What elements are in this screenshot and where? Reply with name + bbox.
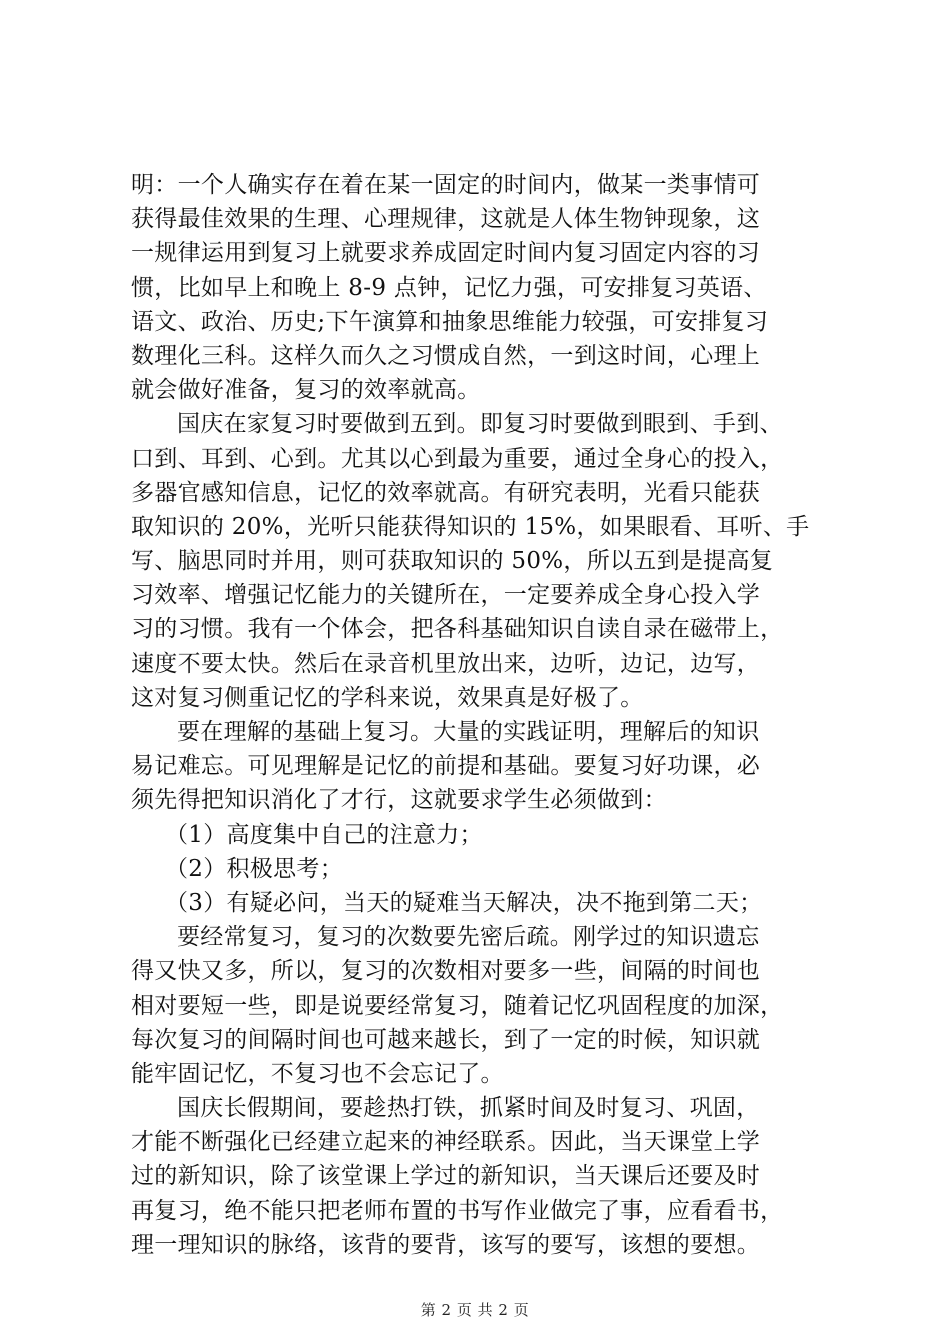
text-line: 一规律运用到复习上就要求养成固定时间内复习固定内容的习 bbox=[131, 240, 761, 267]
text-line: 写、脑思同时并用，则可获取知识的 50%，所以五到是提高复 bbox=[131, 548, 774, 575]
text-line: 取知识的 20%，光听只能获得知识的 15%，如果眼看、耳听、手 bbox=[131, 513, 810, 540]
text-line: 获得最佳效果的生理、心理规律，这就是人体生物钟现象，这 bbox=[131, 206, 761, 233]
text-line: 要经常复习，复习的次数要先密后疏。刚学过的知识遗忘 bbox=[177, 924, 760, 951]
text-line: 惯，比如早上和晚上 8-9 点钟，记忆力强，可安排复习英语、 bbox=[131, 274, 767, 301]
text-line: 理一理知识的脉络，该背的要背，该写的要写，该想的要想。 bbox=[131, 1231, 761, 1258]
text-line: 过的新知识，除了该堂课上学过的新知识，当天课后还要及时 bbox=[131, 1163, 761, 1190]
text-line: 国庆长假期间，要趁热打铁，抓紧时间及时复习、巩固， bbox=[177, 1095, 760, 1122]
text-line: 速度不要太快。然后在录音机里放出来，边听，边记，边写， bbox=[131, 650, 761, 677]
text-line: 就会做好准备，复习的效率就高。 bbox=[131, 377, 481, 404]
text-line: 易记难忘。可见理解是记忆的前提和基础。要复习好功课，必 bbox=[131, 753, 761, 780]
text-line: 明：一个人确实存在着在某一固定的时间内，做某一类事情可 bbox=[131, 172, 761, 198]
list-item: （1）高度集中自己的注意力； bbox=[165, 821, 483, 848]
text-line: 能牢固记忆，不复习也不会忘记了。 bbox=[131, 1060, 504, 1087]
text-line: 每次复习的间隔时间也可越来越长，到了一定的时候，知识就 bbox=[131, 1026, 761, 1053]
list-item: （2）积极思考； bbox=[165, 855, 344, 882]
text-line: 国庆在家复习时要做到五到。即复习时要做到眼到、手到、 bbox=[177, 411, 783, 438]
text-line: 语文、政治、历史;下午演算和抽象思维能力较强，可安排复习 bbox=[131, 308, 769, 335]
text-line: 习的习惯。我有一个体会，把各科基础知识自读自录在磁带上， bbox=[131, 616, 784, 643]
text-line: 多器官感知信息，记忆的效率就高。有研究表明，光看只能获 bbox=[131, 479, 761, 506]
text-line: 要在理解的基础上复习。大量的实践证明，理解后的知识 bbox=[177, 719, 760, 745]
text-line: 才能不断强化已经建立起来的神经联系。因此，当天课堂上学 bbox=[131, 1129, 761, 1156]
page-footer bbox=[0, 1299, 950, 1320]
text-line: 须先得把知识消化了才行，这就要求学生必须做到： bbox=[131, 787, 667, 814]
text-line: 这对复习侧重记忆的学科来说，效果真是好极了。 bbox=[131, 684, 644, 711]
text-line: 得又快又多，所以，复习的次数相对要多一些，间隔的时间也 bbox=[131, 958, 761, 985]
page-number-label: 第 2 页 共 2 页 bbox=[420, 1301, 530, 1319]
text-line: 数理化三科。这样久而久之习惯成自然，一到这时间，心理上 bbox=[131, 342, 761, 369]
text-line: 口到、耳到、心到。尤其以心到最为重要，通过全身心的投入， bbox=[131, 445, 784, 472]
body-text bbox=[131, 168, 831, 1262]
text-line: 习效率、增强记忆能力的关键所在，一定要养成全身心投入学 bbox=[131, 582, 761, 609]
list-item: （3）有疑必问，当天的疑难当天解决，决不拖到第二天； bbox=[165, 889, 763, 916]
text-line: 相对要短一些，即是说要经常复习，随着记忆巩固程度的加深， bbox=[131, 992, 784, 1019]
text-line: 再复习，绝不能只把老师布置的书写作业做完了事，应看看书， bbox=[131, 1197, 784, 1224]
